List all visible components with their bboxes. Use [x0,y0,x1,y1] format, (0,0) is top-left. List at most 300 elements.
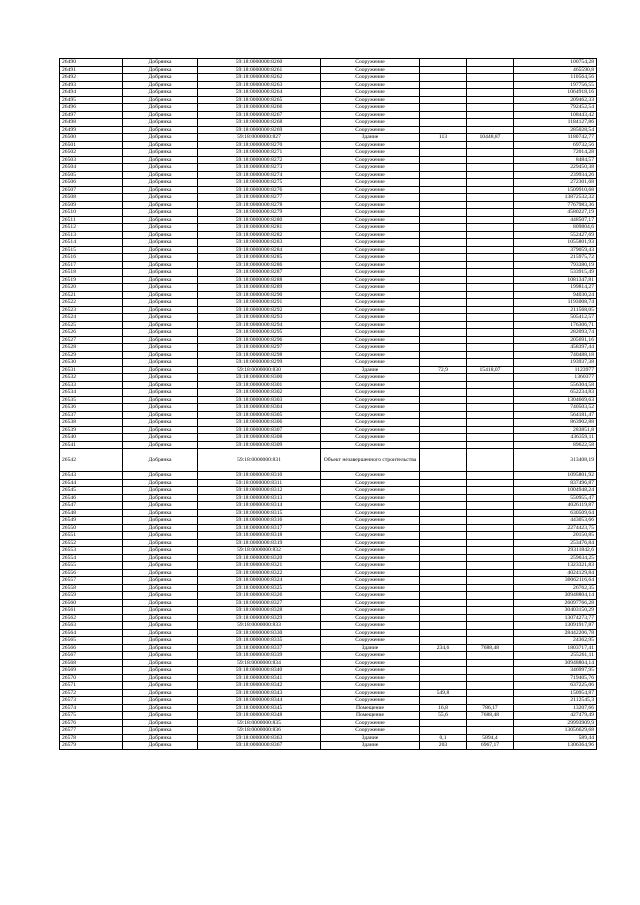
cell-cadastral-number: 59:18:0000000:8291 [198,299,321,307]
cell-area [420,524,467,532]
cell-unit-cost [467,441,514,449]
cell-row-number: 26535 [60,396,123,404]
cell-settlement: Добрянка [123,216,198,224]
table-row [60,366,597,374]
cell-object-type: Сооружение [321,164,420,172]
cell-settlement: Добрянка [123,231,198,239]
cell-settlement: Добрянка [123,614,198,622]
cell-area [420,487,467,495]
cell-settlement: Добрянка [123,674,198,682]
cell-cadastral-value: 465590,8 [514,66,597,74]
cell-row-number: 26491 [60,66,123,74]
cell-cadastral-value: 29993909,9 [514,719,597,727]
cell-cadastral-number: 59:18:0000000:8307 [198,426,321,434]
cell-object-type: Сооружение [321,389,420,397]
cell-settlement: Добрянка [123,179,198,187]
cell-object-type: Сооружение [321,374,420,382]
table-row [60,344,597,352]
cell-cadastral-value: 30948804,14 [514,592,597,600]
cell-cadastral-value: 1095801,92 [514,472,597,480]
cell-cadastral-number: 59:18:0000000:8345 [198,704,321,712]
cell-area [420,216,467,224]
cell-unit-cost [467,599,514,607]
cell-row-number: 26554 [60,554,123,562]
cell-settlement: Добрянка [123,59,198,67]
cell-object-type: Сооружение [321,306,420,314]
cell-cadastral-value: 1184127,86 [514,119,597,127]
cell-area [420,239,467,247]
cell-unit-cost [467,254,514,262]
table-row [60,269,597,277]
table-row [60,742,597,750]
cell-settlement: Добрянка [123,396,198,404]
cell-row-number: 26569 [60,667,123,675]
table-row [60,652,597,660]
cell-row-number: 26545 [60,487,123,495]
cell-cadastral-value: 589,44 [514,734,597,742]
cell-object-type: Сооружение [321,509,420,517]
cell-unit-cost [467,66,514,74]
cell-settlement: Добрянка [123,411,198,419]
cell-object-type: Сооружение [321,336,420,344]
cell-area [420,201,467,209]
cell-object-type: Сооружение [321,697,420,705]
cell-unit-cost [467,727,514,735]
cell-area [420,156,467,164]
cell-cadastral-number: 59:18:0000000:8321 [198,562,321,570]
cell-area [420,321,467,329]
cell-row-number: 26566 [60,644,123,652]
cell-area [420,554,467,562]
cell-area [420,246,467,254]
cell-cadastral-value: 110564,56 [514,74,597,82]
table-row [60,569,597,577]
table-row [60,404,597,412]
cell-settlement: Добрянка [123,351,198,359]
table-row [60,472,597,480]
cell-row-number: 26503 [60,156,123,164]
cell-unit-cost [467,487,514,495]
cell-area [420,231,467,239]
cell-area [420,299,467,307]
cell-row-number: 26524 [60,314,123,322]
cell-row-number: 26515 [60,246,123,254]
cell-row-number: 26562 [60,614,123,622]
cell-row-number: 26501 [60,141,123,149]
cell-object-type: Сооружение [321,682,420,690]
cell-cadastral-number: 59:18:0000000:8310 [198,472,321,480]
cell-area [420,599,467,607]
cell-row-number: 26497 [60,111,123,119]
cell-cadastral-value: 443053,66 [514,517,597,525]
table-row [60,599,597,607]
cell-row-number: 26546 [60,494,123,502]
cell-cadastral-number: 59:18:0000000:832 [198,547,321,555]
cell-unit-cost [467,682,514,690]
table-row [60,509,597,517]
cell-settlement: Добрянка [123,291,198,299]
cell-cadastral-value: 4580227,19 [514,209,597,217]
cell-area [420,269,467,277]
table-row [60,577,597,585]
cell-cadastral-value: 239934,26 [514,171,597,179]
cell-row-number: 26541 [60,441,123,449]
table-row [60,614,597,622]
cell-object-type: Сооружение [321,359,420,367]
table-row [60,291,597,299]
cell-cadastral-number: 59:18:0000000:8311 [198,479,321,487]
cell-area [420,502,467,510]
cell-unit-cost: 786,17 [467,704,514,712]
cell-area [420,622,467,630]
cell-unit-cost: 6967,17 [467,742,514,750]
table-row [60,637,597,645]
cell-settlement: Добрянка [123,306,198,314]
cell-cadastral-value: 94030,24 [514,291,597,299]
cell-cadastral-value: 100754,28 [514,59,597,67]
cell-row-number: 26568 [60,659,123,667]
cell-area [420,336,467,344]
cell-cadastral-value: 1064918,16 [514,89,597,97]
cell-cadastral-number: 59:18:0000000:8281 [198,224,321,232]
table-row [60,149,597,157]
table-row [60,704,597,712]
cell-unit-cost [467,194,514,202]
cell-cadastral-value: 13056629,68 [514,727,597,735]
cell-cadastral-value: 205691,16 [514,336,597,344]
cell-object-type: Сооружение [321,299,420,307]
cell-area [420,254,467,262]
cell-row-number: 26508 [60,194,123,202]
cell-cadastral-number: 59:18:0000000:8314 [198,502,321,510]
cell-settlement: Добрянка [123,254,198,262]
cell-cadastral-value: 193937,38 [514,359,597,367]
table-row [60,59,597,67]
cell-area [420,381,467,389]
cell-cadastral-number: 59:18:0000000:8341 [198,674,321,682]
cell-unit-cost [467,577,514,585]
table-row [60,381,597,389]
cell-area [420,141,467,149]
cell-cadastral-value: 2274423,75 [514,524,597,532]
cell-cadastral-value: 313408,19 [514,449,597,472]
cell-cadastral-value: 108443,42 [514,111,597,119]
cell-settlement: Добрянка [123,366,198,374]
cell-area [420,329,467,337]
table-row [60,532,597,540]
cell-area [420,209,467,217]
cell-area [420,562,467,570]
cell-object-type: Сооружение [321,569,420,577]
cell-unit-cost [467,614,514,622]
cell-row-number: 26551 [60,532,123,540]
cell-area [420,667,467,675]
table-row [60,119,597,127]
cell-settlement: Добрянка [123,479,198,487]
cell-unit-cost [467,291,514,299]
cell-row-number: 26534 [60,389,123,397]
cell-object-type: Сооружение [321,96,420,104]
cell-area [420,682,467,690]
cell-unit-cost [467,141,514,149]
table-row [60,607,597,615]
cell-settlement: Добрянка [123,381,198,389]
table-row [60,66,597,74]
cell-unit-cost [467,231,514,239]
cell-area [420,472,467,480]
cell-area [420,194,467,202]
table-row [60,111,597,119]
cell-unit-cost [467,209,514,217]
table-row [60,209,597,217]
table-row [60,644,597,652]
cell-unit-cost: 7688,48 [467,712,514,720]
cell-settlement: Добрянка [123,509,198,517]
cell-area [420,441,467,449]
table-row [60,449,597,472]
cell-unit-cost [467,351,514,359]
cell-cadastral-number: 59:18:0000000:8282 [198,231,321,239]
table-row [60,426,597,434]
cell-area [420,104,467,112]
cell-unit-cost [467,411,514,419]
cell-cadastral-number: 59:18:0000000:8262 [198,74,321,82]
cell-row-number: 26555 [60,562,123,570]
cell-unit-cost: 10448,87 [467,134,514,142]
cell-settlement: Добрянка [123,344,198,352]
cell-unit-cost [467,314,514,322]
cell-object-type: Сооружение [321,419,420,427]
cell-row-number: 26572 [60,689,123,697]
cell-settlement: Добрянка [123,704,198,712]
cell-cadastral-value: 229450,38 [514,164,597,172]
cell-object-type: Сооружение [321,201,420,209]
cell-cadastral-number: 59:18:0000000:8340 [198,667,321,675]
cell-cadastral-value: 863902,88 [514,419,597,427]
cell-unit-cost [467,517,514,525]
table-row [60,351,597,359]
cell-object-type: Сооружение [321,126,420,134]
cell-area: 72,9 [420,366,467,374]
cell-row-number: 26564 [60,629,123,637]
cell-row-number: 26529 [60,351,123,359]
cell-object-type: Сооружение [321,592,420,600]
table-row [60,81,597,89]
cell-row-number: 26523 [60,306,123,314]
cell-unit-cost [467,164,514,172]
cell-settlement: Добрянка [123,81,198,89]
cell-unit-cost [467,697,514,705]
table-row [60,734,597,742]
cell-area [420,359,467,367]
cell-cadastral-value: 427479,49 [514,712,597,720]
cell-unit-cost [467,171,514,179]
cell-object-type: Сооружение [321,532,420,540]
cell-unit-cost [467,186,514,194]
cell-object-type: Сооружение [321,224,420,232]
cell-row-number: 26500 [60,134,123,142]
cell-object-type: Сооружение [321,344,420,352]
cell-unit-cost [467,479,514,487]
table-row [60,434,597,442]
table-row [60,254,597,262]
cell-settlement: Добрянка [123,659,198,667]
table-row [60,622,597,630]
cell-cadastral-number: 59:18:0000000:8285 [198,254,321,262]
cell-row-number: 26574 [60,704,123,712]
cell-row-number: 26552 [60,539,123,547]
cell-object-type: Сооружение [321,149,420,157]
cell-unit-cost [467,502,514,510]
cell-area [420,637,467,645]
cell-object-type: Сооружение [321,186,420,194]
cell-cadastral-number: 59:18:0000000:8326 [198,592,321,600]
cell-cadastral-number: 59:18:0000000:8284 [198,246,321,254]
cell-unit-cost [467,652,514,660]
cell-object-type: Сооружение [321,502,420,510]
table-row [60,194,597,202]
table-row [60,659,597,667]
cell-unit-cost [467,404,514,412]
cell-settlement: Добрянка [123,682,198,690]
cell-area [420,224,467,232]
cell-cadastral-value: 740488,18 [514,351,597,359]
cell-row-number: 26528 [60,344,123,352]
table-row [60,674,597,682]
table-row [60,164,597,172]
table-row [60,592,597,600]
cell-cadastral-value: 20150,85 [514,532,597,540]
cell-settlement: Добрянка [123,599,198,607]
cell-cadastral-value: 719405,76 [514,674,597,682]
cell-area [420,164,467,172]
cell-cadastral-value: 1180742,77 [514,134,597,142]
table-row [60,411,597,419]
cell-area: 113 [420,134,467,142]
cell-cadastral-number: 59:18:0000000:8318 [198,532,321,540]
cell-settlement: Добрянка [123,336,198,344]
cell-cadastral-number: 59:18:0000000:8267 [198,111,321,119]
cell-settlement: Добрянка [123,734,198,742]
cell-cadastral-number: 59:18:0000000:8303 [198,396,321,404]
cell-object-type: Сооружение [321,667,420,675]
cell-cadastral-value: 30062116,64 [514,577,597,585]
cell-unit-cost [467,592,514,600]
cell-cadastral-number: 59:18:0000000:8337 [198,644,321,652]
table-row [60,246,597,254]
cell-row-number: 26522 [60,299,123,307]
cell-cadastral-number: 59:18:0000000:8301 [198,381,321,389]
cell-settlement: Добрянка [123,126,198,134]
cell-cadastral-value: 1123977 [514,366,597,374]
cell-cadastral-value: 7767983,36 [514,201,597,209]
cell-area [420,532,467,540]
cell-settlement: Добрянка [123,577,198,585]
cell-cadastral-number: 59:18:0000000:8278 [198,201,321,209]
cell-settlement: Добрянка [123,186,198,194]
cell-cadastral-number: 59:18:0000000:8335 [198,637,321,645]
cell-settlement: Добрянка [123,719,198,727]
cell-cadastral-number: 59:18:0000000:8261 [198,66,321,74]
cell-cadastral-number: 59:18:0000000:8294 [198,321,321,329]
cell-row-number: 26558 [60,584,123,592]
cell-row-number: 26557 [60,577,123,585]
cell-settlement: Добрянка [123,434,198,442]
cell-cadastral-number: 59:18:0000000:8309 [198,441,321,449]
cell-settlement: Добрянка [123,742,198,750]
cell-row-number: 26548 [60,509,123,517]
cell-row-number: 26570 [60,674,123,682]
cell-area [420,479,467,487]
cell-cadastral-number: 59:18:0000000:8290 [198,291,321,299]
cell-settlement: Добрянка [123,539,198,547]
cell-row-number: 26533 [60,381,123,389]
cell-object-type: Сооружение [321,381,420,389]
cell-cadastral-number: 59:18:0000000:8288 [198,276,321,284]
cell-settlement: Добрянка [123,652,198,660]
cell-cadastral-value: 4026119,87 [514,502,597,510]
cell-row-number: 26563 [60,622,123,630]
table-row [60,727,597,735]
cell-area [420,186,467,194]
cell-area [420,434,467,442]
cell-settlement: Добрянка [123,441,198,449]
cell-unit-cost [467,637,514,645]
cell-object-type: Сооружение [321,539,420,547]
cell-unit-cost [467,344,514,352]
cell-row-number: 26509 [60,201,123,209]
cell-cadastral-number: 59:18:0000000:8276 [198,186,321,194]
cell-cadastral-number: 59:18:0000000:8300 [198,374,321,382]
cell-cadastral-number: 59:18:0000000:8268 [198,119,321,127]
cell-cadastral-value: 505412,57 [514,314,597,322]
cell-area [420,411,467,419]
cell-object-type: Сооружение [321,689,420,697]
cell-unit-cost [467,246,514,254]
cell-unit-cost [467,509,514,517]
table-row [60,329,597,337]
cell-object-type: Сооружение [321,179,420,187]
cell-object-type: Сооружение [321,321,420,329]
cell-cadastral-value: 259634,25 [514,554,597,562]
cell-object-type: Сооружение [321,727,420,735]
cell-cadastral-value: 448507,17 [514,216,597,224]
cell-object-type: Сооружение [321,111,420,119]
cell-cadastral-number: 59:18:0000000:8279 [198,209,321,217]
cell-cadastral-number: 59:18:0000000:8315 [198,509,321,517]
cell-cadastral-value: 199814,27 [514,284,597,292]
cell-settlement: Добрянка [123,607,198,615]
cell-unit-cost [467,321,514,329]
cell-cadastral-number: 59:18:0000000:8277 [198,194,321,202]
table-row [60,186,597,194]
cell-cadastral-value: 26762,35 [514,584,597,592]
cell-row-number: 26559 [60,592,123,600]
cell-area [420,96,467,104]
cell-row-number: 26516 [60,254,123,262]
cell-row-number: 26536 [60,404,123,412]
cell-cadastral-number: 59:18:0000000:8329 [198,614,321,622]
cell-area [420,389,467,397]
cell-object-type: Сооружение [321,209,420,217]
cell-cadastral-number: 59:18:0000000:8260 [198,59,321,67]
table-row [60,141,597,149]
cell-row-number: 26493 [60,81,123,89]
table-row [60,562,597,570]
cell-area [420,284,467,292]
cell-cadastral-number: 59:18:0000000:8302 [198,389,321,397]
cell-row-number: 26520 [60,284,123,292]
